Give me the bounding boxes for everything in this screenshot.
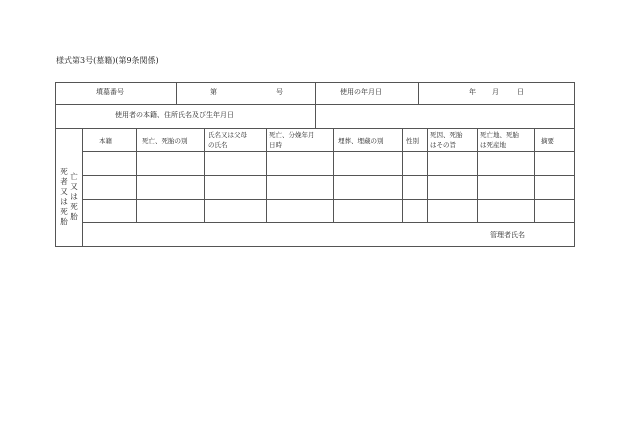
header-divider-3: [418, 82, 419, 104]
header-divider-1: [176, 82, 177, 104]
col-header-cause-line1: 死因、死胎: [430, 131, 463, 139]
manager-name-label: 管理者氏名: [490, 231, 525, 239]
grave-number-label: 墳墓番号: [96, 88, 124, 96]
day-label: 日: [517, 88, 524, 96]
row-divider-user-info: [55, 128, 575, 129]
col-header-burial-type: 埋葬、埋蔵の別: [338, 137, 384, 145]
table-row: [83, 176, 574, 199]
month-label: 月: [492, 88, 499, 96]
form-title: 様式第3号(墓籍)(第9条関係): [56, 56, 159, 65]
col-header-honseki: 本籍: [99, 137, 112, 145]
col-header-remarks: 摘要: [541, 137, 554, 145]
header-divider-2: [315, 82, 316, 104]
col-header-name-line1: 氏名又は父母: [208, 131, 247, 139]
col-header-datetime-line1: 死亡、分娩年月: [269, 131, 315, 139]
table-border-bottom: [55, 246, 575, 247]
col-header-datetime-line2: 日時: [269, 141, 282, 149]
col-header-death-type: 死亡、死胎の別: [142, 137, 188, 145]
col-header-place-line1: 死亡地、死胎: [480, 131, 519, 139]
year-label: 年: [469, 88, 476, 96]
side-label-deceased-col2: 亡又は死胎: [70, 172, 78, 221]
col-header-sex: 性別: [406, 137, 419, 145]
user-info-divider: [315, 104, 316, 128]
col-header-cause-line2: はその旨: [430, 141, 456, 149]
col-header-place-line2: は死産地: [480, 141, 506, 149]
col-header-name-line2: の氏名: [208, 141, 228, 149]
side-label-deceased-col1: 死者又は死胎: [60, 167, 68, 226]
table-row: [83, 152, 574, 175]
use-date-label: 使用の年月日: [340, 88, 382, 96]
number-prefix: 第: [210, 88, 217, 96]
row-divider-data-3: [82, 222, 575, 223]
number-suffix: 号: [276, 88, 283, 96]
table-row: [83, 200, 574, 222]
table-border-left: [55, 82, 56, 246]
table-border-right: [574, 82, 575, 246]
user-info-label: 使用者の本籍、住所氏名及び生年月日: [115, 111, 234, 119]
